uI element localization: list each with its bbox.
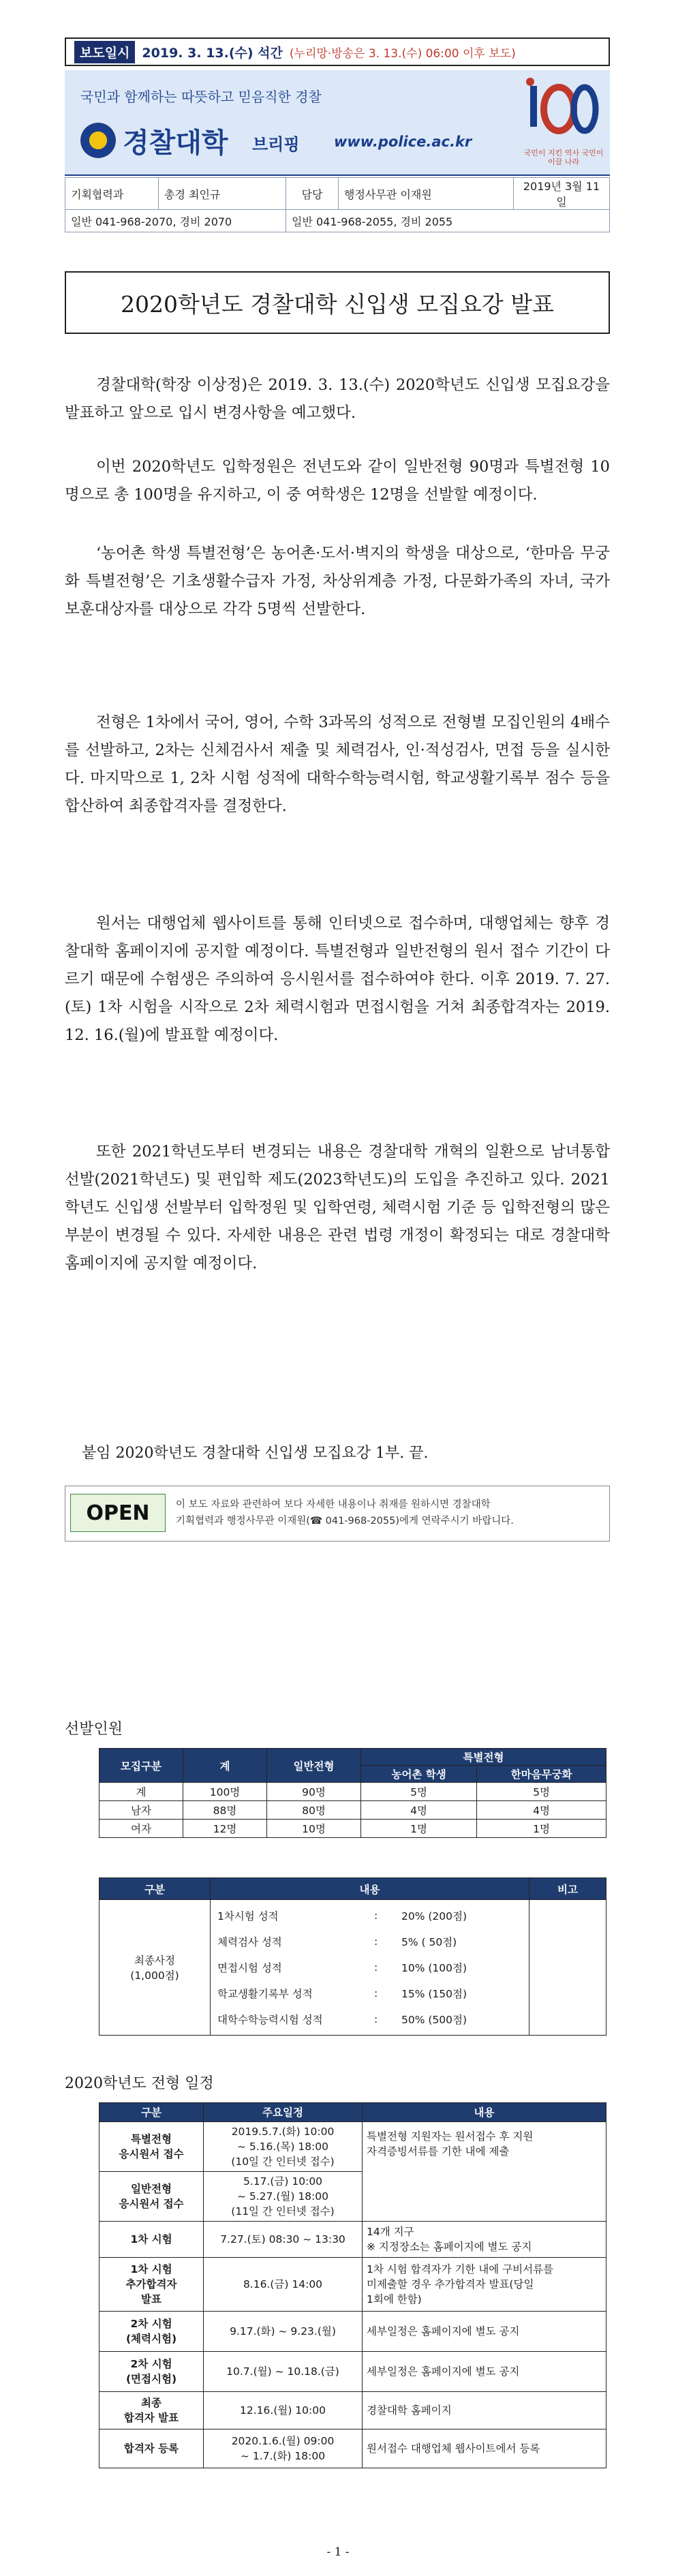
quota-cell: 4명 xyxy=(477,1801,606,1820)
scoring-items xyxy=(211,1900,529,2036)
anniversary-logo-icon xyxy=(525,75,601,150)
paragraph-2: 이번 2020학년도 입학정원은 전년도와 같이 일반전형 90명과 특별전형 10명으로 총 100명을 유지하고, 이 중 여학생은 12명을 선발할 예정이다. xyxy=(65,458,610,504)
scoring-item-label: 체력검사 성적 xyxy=(217,1936,282,1948)
quota-header-category: 모집구분 xyxy=(99,1749,183,1783)
scoring-item-value: 10% (100점) xyxy=(401,1962,467,1974)
contact-phone-1: 일반 041-968-2070, 경비 2070 xyxy=(65,210,286,232)
embargo-note: (누리망·방송은 3. 13.(수) 06:00 이후 보도) xyxy=(289,46,516,61)
scoring-item-value: 50% (500점) xyxy=(401,2014,467,2026)
quota-header-hanmaeum: 한마음무궁화 xyxy=(477,1766,606,1783)
schedule-row-label: 합격자 등록 xyxy=(99,2429,204,2468)
anniversary-caption: 국민이 지킨 역사 국민이 이끌 나라 xyxy=(523,149,604,166)
scoring-item-sep: : xyxy=(374,2013,378,2025)
scoring-item-value: 15% (150점) xyxy=(401,1988,467,2000)
quota-table xyxy=(99,1748,606,1838)
schedule-row-content: 경찰대학 홈페이지 xyxy=(363,2392,606,2429)
schedule-title: 2020학년도 전형 일정 xyxy=(65,2075,214,2092)
contact-dept: 기획협력과 xyxy=(65,178,159,210)
scoring-item-value: 20% (200점) xyxy=(401,1910,467,1922)
quota-cell: 계 xyxy=(99,1783,183,1801)
brand-name: 경찰대학 xyxy=(123,127,228,159)
scoring-item-sep: : xyxy=(374,1910,378,1922)
quota-cell: 12명 xyxy=(183,1820,267,1838)
schedule-table xyxy=(99,2102,606,2468)
slogan: 국민과 함께하는 따뜻하고 믿음직한 경찰 xyxy=(80,89,322,105)
quota-cell: 100명 xyxy=(183,1783,267,1801)
scoring-item xyxy=(217,1954,522,1980)
scoring-note-cell xyxy=(529,1900,606,2036)
scoring-item-label: 1차시험 성적 xyxy=(217,1910,279,1922)
quota-cell: 88명 xyxy=(183,1801,267,1820)
scoring-item-label: 대학수학능력시험 성적 xyxy=(217,2014,323,2026)
attachment-note: 붙임 2020학년도 경찰대학 신입생 모집요강 1부. 끝. xyxy=(82,1445,429,1462)
schedule-row-label: 2차 시험 (면접시험) xyxy=(99,2352,204,2392)
open-logo-icon: OPEN xyxy=(70,1494,166,1532)
contact-phone-2: 일반 041-968-2055, 경비 2055 xyxy=(286,210,610,232)
schedule-row-date: 10.7.(월) ~ 10.18.(금) xyxy=(204,2352,363,2392)
quota-header-total: 계 xyxy=(183,1749,267,1783)
schedule-row-label: 1차 시험 추가합격자 발표 xyxy=(99,2258,204,2312)
schedule-header-dates: 주요일정 xyxy=(204,2103,363,2122)
scoring-item-sep: : xyxy=(374,1987,378,1999)
scoring-item xyxy=(217,2006,522,2032)
quota-cell: 5명 xyxy=(361,1783,477,1801)
paragraph-4: 전형은 1차에서 국어, 영어, 수학 3과목의 성적으로 전형별 모집인원의 4배수를 선발하고, 2차는 신체검사서 제출 및 체력검사, 인·적성검사, 면접 등을 실시한다. 마지막으로 1, 2차 시험 성적에 대학수학능력시험, 학교생활기록부 점수 등을 합산하여 최종합격자를 결정한다. xyxy=(65,714,610,815)
schedule-row-date: 2019.5.7.(화) 10:00 ~ 5.16.(목) 18:00 (10일 간 인터넷 접수) xyxy=(204,2122,363,2172)
schedule-row-label: 1차 시험 xyxy=(99,2222,204,2258)
paragraph-6: 또한 2021학년도부터 변경되는 내용은 경찰대학 개혁의 일환으로 남녀통합선발(2021학년도) 및 편입학 제도(2023학년도)의 도입을 추진하고 있다. 2021학년도 신입생 선발부터 입학정원 및 입학연령, 체력시험 기준 등 입학전형의 많은 부분이 변경될 수 있다. 자세한 내용은 관련 법령 개정이 확정되는 대로 경찰대학 홈페이지에 공지할 예정이다. xyxy=(65,1143,610,1272)
paragraph-5: 원서는 대행업체 웹사이트를 통해 인터넷으로 접수하며, 대행업체는 향후 경찰대학 홈페이지에 공지할 예정이다. 특별전형과 일반전형의 원서 접수 기간이 다르기 때문에 수험생은 주의하여 응시원서를 접수하여야 한다. 이후 2019. 7. 27.(토) 1차 시험을 시작으로 2차 체력시험과 면접시험을 거쳐 최종합격자는 2019. 12. 16.(월)에 발표할 예정이다. xyxy=(65,915,610,1044)
schedule-row-date: 9.17.(화) ~ 9.23.(월) xyxy=(204,2312,363,2352)
open-notice-line-1: 이 보도 자료와 관련하여 보다 자세한 내용이나 취재를 원하시면 경찰대학 xyxy=(176,1499,491,1510)
schedule-header-category: 구분 xyxy=(99,2103,204,2122)
schedule-row-date: 5.17.(금) 10:00 ~ 5.27.(월) 18:00 (11일 간 인터넷 접수) xyxy=(204,2172,363,2222)
quota-cell: 1명 xyxy=(361,1820,477,1838)
quota-header-special: 특별전형 xyxy=(361,1749,606,1766)
scoring-item-sep: : xyxy=(374,1935,378,1948)
scoring-item-sep: : xyxy=(374,1961,378,1974)
contact-date: 2019년 3월 11일 xyxy=(514,178,610,210)
quota-cell: 10명 xyxy=(267,1820,361,1838)
quota-header-rural: 농어촌 학생 xyxy=(361,1766,477,1783)
contact-officer: 행정사무관 이재원 xyxy=(339,178,514,210)
quota-cell: 4명 xyxy=(361,1801,477,1820)
scoring-header-category: 구분 xyxy=(99,1878,211,1900)
scoring-item xyxy=(217,1903,522,1929)
contact-table xyxy=(65,177,610,232)
quota-cell: 1명 xyxy=(477,1820,606,1838)
scoring-label xyxy=(99,1900,211,2036)
open-notice-text xyxy=(176,1497,605,1529)
schedule-row-content: 세부일정은 홈페이지에 별도 공지 xyxy=(363,2312,606,2352)
schedule-row-date: 7.27.(토) 08:30 ~ 13:30 xyxy=(204,2222,363,2258)
open-notice-line-2: 기획협력과 행정사무관 이재원(☎ 041-968-2055)에게 연락주시기 바랍니다. xyxy=(176,1516,514,1527)
quota-cell: 남자 xyxy=(99,1801,183,1820)
schedule-row-content: 14개 지구 ※ 지정장소는 홈페이지에 별도 공지 xyxy=(363,2222,606,2258)
embargo-label: 보도일시 xyxy=(74,41,135,63)
brand-suffix: 브리핑 xyxy=(252,135,300,154)
contact-role: 담당 xyxy=(286,178,339,210)
page-number: - 1 - xyxy=(326,2545,350,2559)
scoring-header-content: 내용 xyxy=(211,1878,529,1900)
quota-title: 선발인원 xyxy=(65,1721,123,1738)
scoring-item-value: 5% ( 50점) xyxy=(401,1936,457,1948)
scoring-item-label: 학교생활기록부 성적 xyxy=(217,1988,313,2000)
scoring-label-line-2: (1,000점) xyxy=(130,1969,179,1982)
scoring-label-line-1: 최종사정 xyxy=(134,1954,175,1967)
schedule-row-content: 원서접수 대행업체 웹사이트에서 등록 xyxy=(363,2429,606,2468)
schedule-row-date: 12.16.(월) 10:00 xyxy=(204,2392,363,2429)
schedule-row-date: 8.16.(금) 14:00 xyxy=(204,2258,363,2312)
scoring-table xyxy=(99,1877,606,2036)
scoring-header-note: 비고 xyxy=(529,1878,606,1900)
page-title: 2020학년도 경찰대학 신입생 모집요강 발표 xyxy=(65,271,610,334)
quota-cell: 여자 xyxy=(99,1820,183,1838)
schedule-row-label: 최종 합격자 발표 xyxy=(99,2392,204,2429)
embargo-date: 2019. 3. 13.(수) 석간 xyxy=(142,45,283,61)
scoring-item xyxy=(217,1929,522,1954)
scoring-item-label: 면접시험 성적 xyxy=(217,1962,282,1974)
quota-header-general: 일반전형 xyxy=(267,1749,361,1783)
schedule-header-content: 내용 xyxy=(363,2103,606,2122)
schedule-row-date: 2020.1.6.(월) 09:00 ~ 1.7.(화) 18:00 xyxy=(204,2429,363,2468)
schedule-row-label: 일반전형 응시원서 접수 xyxy=(99,2172,204,2222)
schedule-row-content: 세부일정은 홈페이지에 별도 공지 xyxy=(363,2352,606,2392)
schedule-row-content: 특별전형 지원자는 원서접수 후 지원 자격증빙서류를 기한 내에 제출 xyxy=(363,2122,606,2222)
schedule-row-label: 2차 시험 (체력시험) xyxy=(99,2312,204,2352)
quota-cell: 90명 xyxy=(267,1783,361,1801)
quota-cell: 80명 xyxy=(267,1801,361,1820)
contact-manager: 총경 최인규 xyxy=(159,178,286,210)
schedule-row-label: 특별전형 응시원서 접수 xyxy=(99,2122,204,2172)
website-link[interactable]: www.police.ac.kr xyxy=(334,134,472,150)
paragraph-1: 경찰대학(학장 이상정)은 2019. 3. 13.(수) 2020학년도 신입생 모집요강을 발표하고 앞으로 입시 변경사항을 예고했다. xyxy=(65,376,610,422)
schedule-row-content: 1차 시험 합격자가 기한 내에 구비서류를 미제출할 경우 추가합격자 발표(당일 1회에 한함) xyxy=(363,2258,606,2312)
police-emblem-icon xyxy=(80,123,116,158)
embargo-bar xyxy=(65,37,610,66)
quota-cell: 5명 xyxy=(477,1783,606,1801)
scoring-item xyxy=(217,1980,522,2006)
paragraph-3: ‘농어촌 학생 특별전형’은 농어촌·도서·벽지의 학생을 대상으로, ‘한마음 무궁화 특별전형’은 기초생활수급자 가정, 차상위계층 가정, 다문화가족의 자녀, 국가보훈대상자를 대상으로 각각 5명씩 선발한다. xyxy=(65,545,610,618)
